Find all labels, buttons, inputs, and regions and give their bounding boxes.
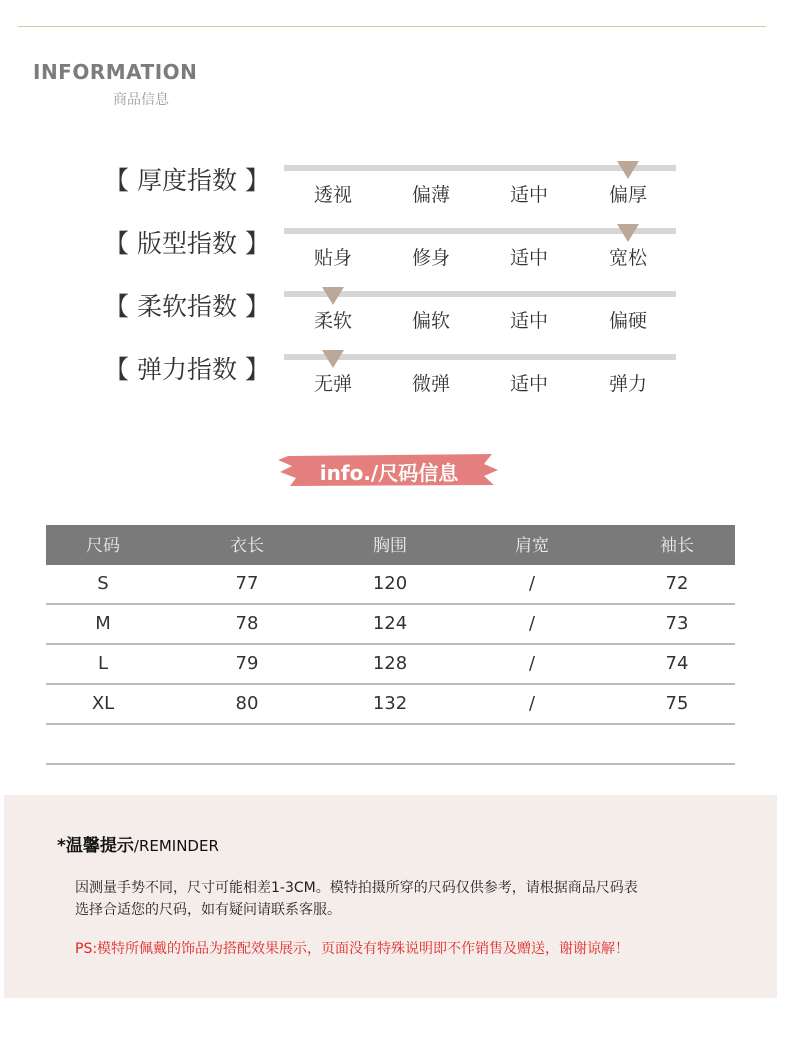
index-scale-bar [284, 354, 676, 360]
index-label: 【 版型指数 】 [104, 229, 270, 258]
table-cell: S [97, 573, 109, 594]
table-cell: / [528, 613, 536, 634]
table-body [46, 565, 735, 765]
index-scale-bar [284, 228, 676, 234]
table-cell: L [97, 653, 109, 674]
table-cell: 73 [665, 613, 689, 634]
reminder-title-en: /REMINDER [133, 837, 219, 855]
section-subtitle: 商品信息 [113, 92, 169, 108]
table-cell: 80 [235, 693, 259, 714]
size-info-banner [278, 452, 500, 488]
index-option: 适中 [509, 184, 548, 206]
index-option: 修身 [411, 247, 450, 269]
reminder-body [75, 877, 725, 921]
index-option: 适中 [509, 247, 548, 269]
index-option: 偏厚 [608, 184, 647, 206]
table-cell: 74 [665, 653, 689, 674]
table-header-cell: 袖长 [660, 536, 694, 556]
size-table [46, 525, 735, 765]
reminder-line: 选择合适您的尺码，如有疑问请联系客服。 [75, 902, 341, 918]
table-cell: / [528, 653, 536, 674]
table-row [46, 685, 735, 725]
index-label: 【 弹力指数 】 [104, 355, 270, 384]
reminder-ps-note: PS:模特所佩戴的饰品为搭配效果展示，页面没有特殊说明即不作销售及赠送，谢谢谅解！ [75, 941, 630, 957]
table-cell: 132 [372, 693, 408, 714]
table-row [46, 605, 735, 645]
index-row [0, 224, 790, 284]
table-row [46, 645, 735, 685]
index-marker-icon [322, 287, 344, 305]
table-header-cell: 尺码 [86, 536, 120, 556]
index-option: 宽松 [608, 247, 647, 269]
index-row [0, 287, 790, 347]
index-label: 【 柔软指数 】 [104, 292, 270, 321]
table-cell: 75 [665, 693, 689, 714]
table-cell: 72 [665, 573, 689, 594]
index-option: 柔软 [313, 310, 352, 332]
table-cell: M [95, 613, 111, 634]
index-option: 适中 [509, 373, 548, 395]
table-cell: 79 [235, 653, 259, 674]
size-info-banner-text: info./尺码信息 [319, 461, 459, 485]
table-cell: 78 [235, 613, 259, 634]
table-cell: / [528, 693, 536, 714]
index-scale-bar [284, 165, 676, 171]
index-row [0, 350, 790, 410]
index-option: 贴身 [313, 247, 352, 269]
index-marker-icon [617, 161, 639, 179]
table-header-cell: 衣长 [230, 536, 264, 556]
reminder-title [57, 831, 219, 856]
index-option: 适中 [509, 310, 548, 332]
table-row [46, 565, 735, 605]
index-option: 弹力 [608, 373, 647, 395]
table-cell: / [528, 573, 536, 594]
index-label: 【 厚度指数 】 [104, 166, 270, 195]
table-cell: 124 [372, 613, 408, 634]
section-title: INFORMATION [33, 60, 198, 84]
index-option: 透视 [313, 184, 352, 206]
index-option: 无弹 [313, 373, 352, 395]
index-marker-icon [617, 224, 639, 242]
index-scale-bar [284, 291, 676, 297]
table-cell: 128 [372, 653, 408, 674]
table-cell: 120 [372, 573, 408, 594]
reminder-line: 因测量手势不同，尺寸可能相差1-3CM。模特拍摄所穿的尺码仅供参考，请根据商品尺码表 [75, 880, 638, 896]
index-option: 偏薄 [411, 184, 450, 206]
index-row [0, 161, 790, 221]
index-option: 偏软 [411, 310, 450, 332]
table-cell: 77 [235, 573, 259, 594]
index-marker-icon [322, 350, 344, 368]
table-header-row [46, 525, 735, 565]
table-header-cell: 肩宽 [515, 536, 549, 556]
reminder-title-cn: *温馨提示 [57, 836, 134, 856]
table-cell: XL [91, 693, 115, 714]
table-header-cell: 胸围 [373, 536, 407, 556]
index-option: 微弹 [411, 373, 450, 395]
index-option: 偏硬 [608, 310, 647, 332]
reminder-panel [4, 795, 777, 998]
top-divider [18, 26, 766, 27]
table-row [46, 725, 735, 765]
